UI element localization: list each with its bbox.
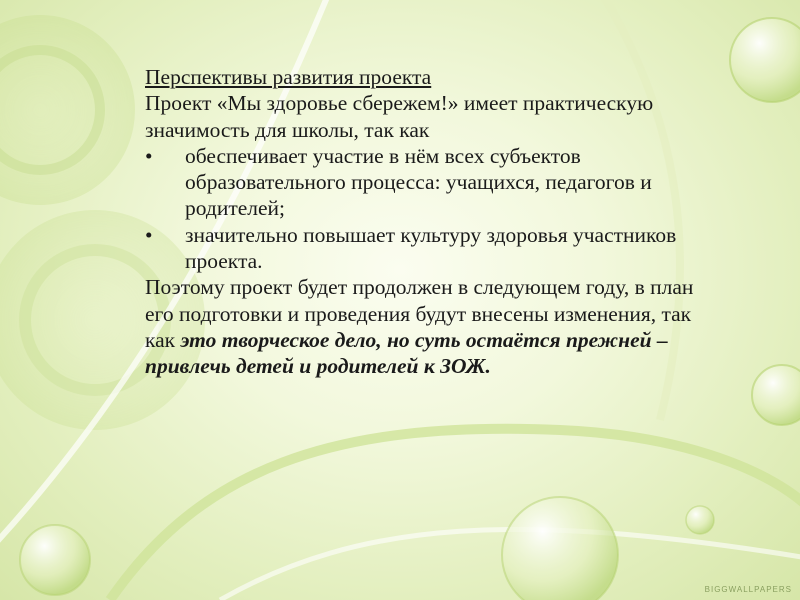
emphasis-text: это творческое дело, но суть остаётся прежней – привлечь детей и родителей к ЗОЖ. — [145, 327, 668, 379]
intro-paragraph: Проект «Мы здоровье сбережем!» имеет практическую значимость для школы, так как — [145, 91, 654, 142]
bullet-item — [145, 222, 705, 275]
bullet-item — [145, 143, 705, 222]
bullet-mark: • — [145, 143, 153, 168]
watermark: BIGGWALLPAPERS — [704, 585, 792, 594]
bubble-bottom-center — [502, 497, 618, 600]
bubble-bottom-left — [20, 525, 90, 595]
conclusion-paragraph — [145, 274, 705, 379]
bullet-text: обеспечивает участие в нём всех субъектов образовательного процесса: учащихся, педагогов и родителей; — [185, 143, 652, 221]
bullet-mark: • — [145, 222, 153, 247]
bubble-right — [752, 365, 800, 425]
bubble-small — [686, 506, 714, 534]
conclusion-text: Поэтому проект будет продолжен в следующем году, в план его подготовки и проведения будут внесены изменения, так как — [145, 275, 694, 352]
slide-title: Перспективы развития проекта — [145, 65, 432, 89]
bullet-text: значительно повышает культуру здоровья участников проекта. — [185, 222, 677, 274]
slide-text-block — [145, 64, 705, 380]
gear-left-top — [0, 15, 135, 205]
bubble-top-right — [730, 18, 800, 102]
